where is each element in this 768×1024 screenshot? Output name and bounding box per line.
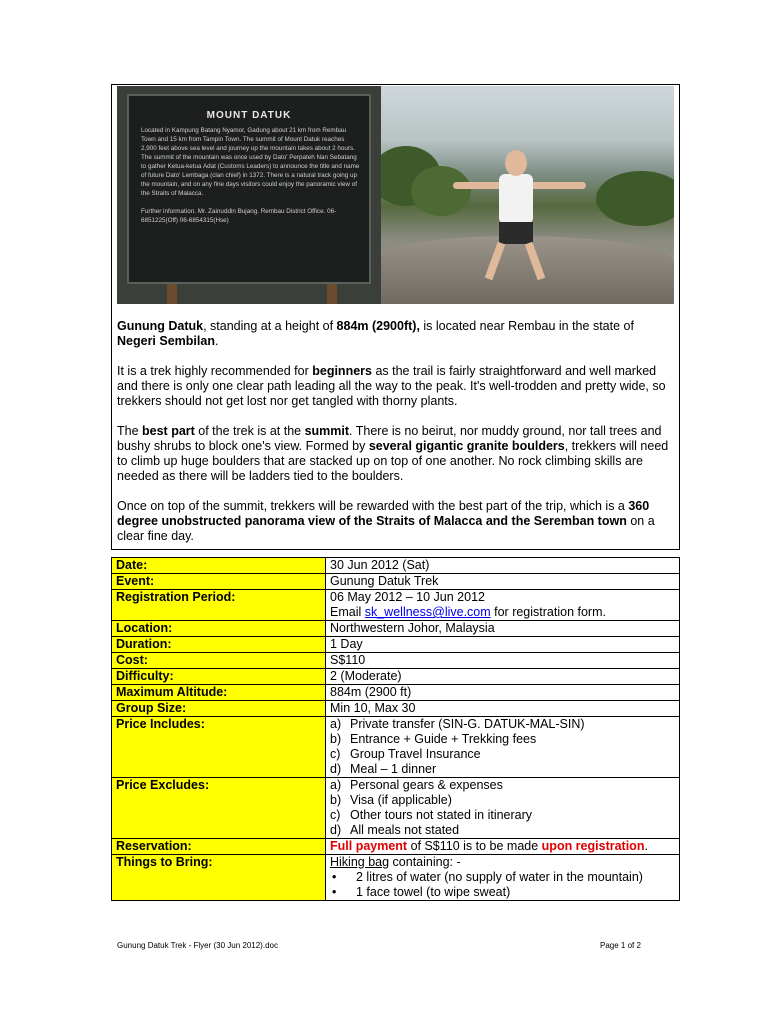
reservation-label: Reservation: [112, 839, 326, 855]
bullet-icon: • [332, 885, 337, 899]
text-red: upon registration [541, 839, 645, 853]
text-bold: summit [304, 424, 350, 438]
bullet-icon: • [332, 870, 337, 884]
list-item [330, 732, 675, 747]
list-marker: c) [330, 747, 341, 761]
text-bold: several gigantic granite boulders [368, 439, 565, 453]
table-row [112, 717, 680, 778]
registration-label: Registration Period: [112, 590, 326, 621]
table-row [112, 839, 680, 855]
list-text: Personal gears & expenses [350, 778, 503, 792]
list-text: Other tours not stated in itinerary [350, 808, 533, 822]
intro-paragraph-1 [117, 319, 674, 349]
text-bold: Gunung Datuk [117, 319, 204, 333]
list-text: Group Travel Insurance [350, 747, 481, 761]
trip-info-table [111, 557, 680, 901]
duration-value: 1 Day [326, 637, 680, 653]
group-size-label: Group Size: [112, 701, 326, 717]
list-text: Meal – 1 dinner [350, 762, 437, 776]
text-bold: best part [142, 424, 195, 438]
text: . There is no beirut, nor muddy ground, nor tall trees and bushy shrubs to block one's view. Formed by [117, 424, 662, 453]
excludes-label: Price Excludes: [112, 778, 326, 839]
text: for registration form. [490, 605, 606, 619]
registration-value: 06 May 2012 – 10 Jun 2012 [330, 590, 485, 604]
tree [596, 171, 674, 226]
difficulty-label: Difficulty: [112, 669, 326, 685]
text: is located near Rembau in the state of [419, 319, 634, 333]
hiker-photo [381, 86, 674, 304]
text: . [644, 839, 648, 853]
table-row [112, 653, 680, 669]
list-text: All meals not stated [350, 823, 460, 837]
table-row [112, 685, 680, 701]
cost-value: S$110 [326, 653, 680, 669]
event-value: Gunung Datuk Trek [326, 574, 680, 590]
table-row [112, 778, 680, 839]
sign-board [127, 94, 371, 284]
location-label: Location: [112, 621, 326, 637]
list-text: Private transfer (SIN-G. DATUK-MAL-SIN) [350, 717, 585, 731]
list-item [330, 747, 675, 762]
intro-paragraph-3 [117, 424, 674, 484]
text-bold: beginners [312, 364, 372, 378]
difficulty-value: 2 (Moderate) [326, 669, 680, 685]
text: , trekkers will need to climb up huge boulders that are stacked up on top of one another. No rock climbing skills are needed as there will be ladders tied to the boulders. [117, 439, 669, 483]
list-marker: d) [330, 823, 342, 837]
list-text: 2 litres of water (no supply of water in the mountain) [356, 870, 643, 884]
list-marker: b) [330, 793, 342, 807]
list-item [330, 778, 675, 793]
list-marker: a) [330, 717, 342, 731]
text: of the trek is at the [194, 424, 305, 438]
sign-text [141, 126, 361, 225]
table-row [112, 637, 680, 653]
list-marker: a) [330, 778, 342, 792]
date-value: 30 Jun 2012 (Sat) [326, 558, 680, 574]
bring-label: Things to Bring: [112, 855, 326, 901]
altitude-label: Maximum Altitude: [112, 685, 326, 701]
list-text: Entrance + Guide + Trekking fees [350, 732, 537, 746]
list-item [330, 870, 675, 885]
list-marker: d) [330, 762, 342, 776]
text: as the trail is fairly straightforward and well marked and there is only one clear path leading all the way to the peak. It's well-trodden and pretty wide, so trekkers should not get lost nor get tangled with thorny plants. [117, 364, 666, 408]
list-item [330, 762, 675, 777]
registration-cell [326, 590, 680, 621]
text-underlined: Hiking bag [330, 855, 390, 869]
date-label: Date: [112, 558, 326, 574]
tree [411, 166, 471, 216]
table-row [112, 855, 680, 901]
text: of S$110 is to be made [407, 839, 542, 853]
table-row [112, 590, 680, 621]
email-link[interactable]: sk_wellness@live.com [364, 605, 491, 619]
text: The [117, 424, 143, 438]
list-item [330, 717, 675, 732]
list-marker: c) [330, 808, 341, 822]
table-row [112, 558, 680, 574]
person-head [505, 150, 527, 176]
sign-photo [117, 86, 381, 304]
list-item [330, 793, 675, 808]
person-shorts [499, 222, 533, 244]
text: , standing at a height of [203, 319, 337, 333]
registration-email-line [330, 605, 675, 620]
bring-list [326, 855, 680, 901]
list-item [330, 808, 675, 823]
text-bold: 884m (2900ft), [336, 319, 420, 333]
reservation-value [326, 839, 680, 855]
person-shirt [499, 174, 533, 224]
bring-heading [330, 855, 675, 870]
text: containing: - [389, 855, 461, 869]
text: Email [330, 605, 365, 619]
text: It is a trek highly recommended for [117, 364, 313, 378]
text-bold: 360 degree unobstructed panorama view of the Straits of Malacca and the Seremban town [117, 499, 650, 528]
text: Once on top of the summit, trekkers will be rewarded with the best part of the trip, which is a [117, 499, 629, 513]
footer-page-number: Page 1 of 2 [600, 941, 641, 950]
text-red: Full payment [330, 839, 408, 853]
table-row [112, 669, 680, 685]
list-item [330, 885, 675, 900]
list-marker: b) [330, 732, 342, 746]
text: on a clear fine day. [117, 514, 655, 543]
sign-post-left [167, 284, 177, 304]
list-text: 1 face towel (to wipe sweat) [356, 885, 511, 899]
table-row [112, 701, 680, 717]
sign-title: MOUNT DATUK [206, 110, 292, 121]
includes-label: Price Includes: [112, 717, 326, 778]
includes-list [326, 717, 680, 778]
altitude-value: 884m (2900 ft) [326, 685, 680, 701]
group-size-value: Min 10, Max 30 [326, 701, 680, 717]
sign-contact: Further information. Mr. Zainuddin Bujang. Rembau District Office. 06-6851225(Off) 06-6854315(Hse) [141, 208, 337, 224]
sign-body: Located in Kampung Batang Nyamor, Gadung about 21 km from Rembau Town and 15 km from Tampin Town. The summit of Mount Datuk reaches 2,900 feet above sea level and journey up the mountain takes about 2 hours. The summit of the mountain was once used by Dato' Perpateh Nan Sebatang to gather Ketua-ketua Adat (Customs Leaders) to announce the title and name of future Dato' Lembaga (clan chief) in 1372. There is a natural track going up the mountain, and on any fine days visitors could enjoy the panoramic view of the Straits of Malacca. [141, 127, 360, 197]
intro-paragraph-4 [117, 499, 674, 544]
excludes-list [326, 778, 680, 839]
location-value: Northwestern Johor, Malaysia [326, 621, 680, 637]
sign-post-right [327, 284, 337, 304]
person-arm [453, 182, 503, 189]
text-bold: Negeri Sembilan [117, 334, 215, 348]
intro-paragraph-2 [117, 364, 674, 409]
cost-label: Cost: [112, 653, 326, 669]
list-text: Visa (if applicable) [350, 793, 452, 807]
footer-filename: Gunung Datuk Trek - Flyer (30 Jun 2012).doc [117, 941, 278, 950]
text: . [214, 334, 219, 348]
duration-label: Duration: [112, 637, 326, 653]
table-row [112, 574, 680, 590]
list-item [330, 823, 675, 838]
table-row [112, 621, 680, 637]
person-arm [531, 182, 586, 189]
event-label: Event: [112, 574, 326, 590]
